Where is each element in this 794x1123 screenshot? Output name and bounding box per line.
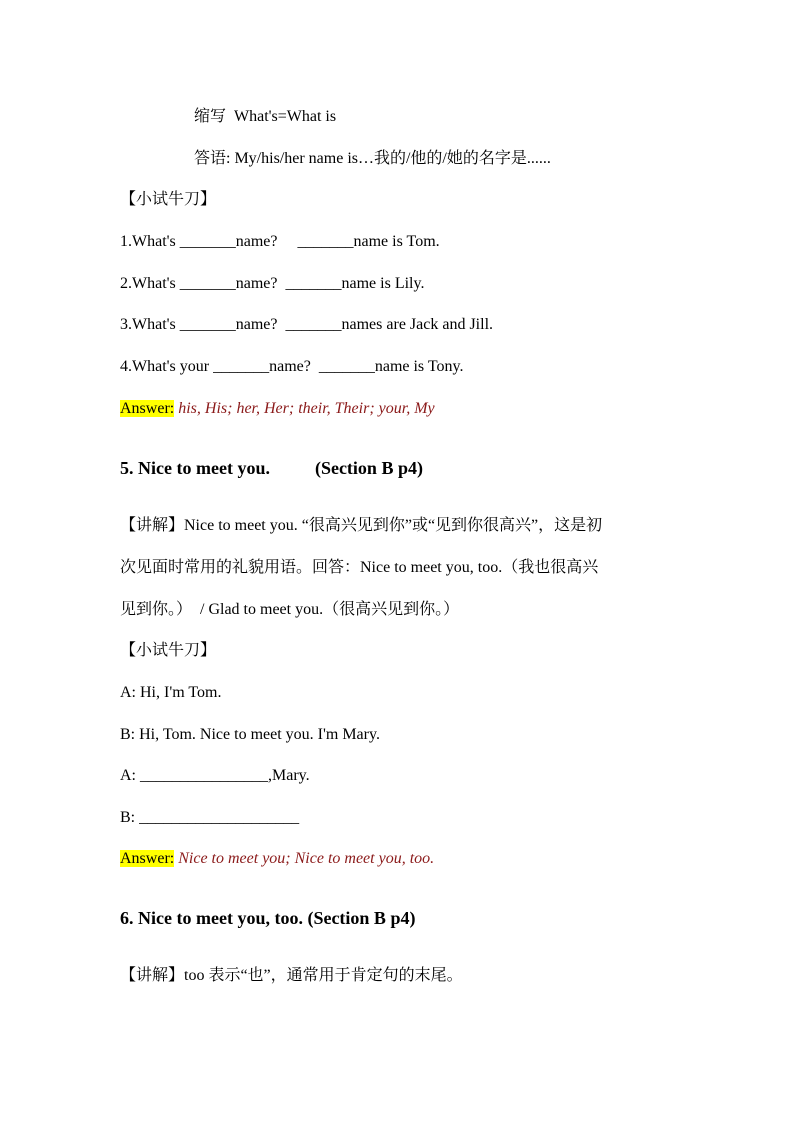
dialog-line: B: Hi, Tom. Nice to meet you. I'm Mary. bbox=[120, 726, 380, 743]
answer-text: his, His; her, Her; their, Their; your, My bbox=[174, 400, 435, 417]
question-1: 1.What's _______name? _______name is Tom. bbox=[120, 233, 440, 250]
question-3: 3.What's _______name? _______names are Jack and Jill. bbox=[120, 316, 494, 333]
dialog-line: B: ____________________ bbox=[120, 809, 300, 826]
section-5-heading: 5. Nice to meet you. (Section B p4) bbox=[120, 458, 423, 478]
practice-title: 【小试牛刀】 bbox=[120, 191, 217, 208]
practice-title: 【小试牛刀】 bbox=[120, 642, 217, 659]
question-2: 2.What's _______name? _______name is Lily. bbox=[120, 275, 425, 292]
answer-label: Answer: bbox=[120, 850, 175, 867]
explanation-line-1: 【讲解】too 表示“也”，通常用于肯定句的末尾。 bbox=[120, 967, 463, 984]
answer-line bbox=[120, 398, 435, 420]
answer-text: Nice to meet you; Nice to meet you, too. bbox=[174, 850, 435, 867]
answer-label: Answer: bbox=[120, 400, 175, 417]
reply-note: 答语: My/his/her name is…我的/他的/她的名字是...... bbox=[194, 150, 551, 167]
section-6-heading: 6. Nice to meet you, too. (Section B p4) bbox=[120, 908, 416, 928]
dialog-line: A: ________________,Mary. bbox=[120, 767, 310, 784]
dialog-line: A: Hi, I'm Tom. bbox=[120, 684, 222, 701]
explanation-line-1: 【讲解】Nice to meet you. “很高兴见到你”或“见到你很高兴”，这是初 bbox=[120, 517, 603, 534]
question-4: 4.What's your _______name? _______name is Tony. bbox=[120, 358, 464, 375]
answer-line bbox=[120, 848, 434, 870]
explanation-line-2: 次见面时常用的礼貌用语。回答：Nice to meet you, too.（我也很高兴 bbox=[120, 559, 599, 576]
abbreviation-note: 缩写 What's=What is bbox=[194, 108, 337, 125]
explanation-line-3: 见到你。） / Glad to meet you.（很高兴见到你。） bbox=[120, 601, 460, 618]
